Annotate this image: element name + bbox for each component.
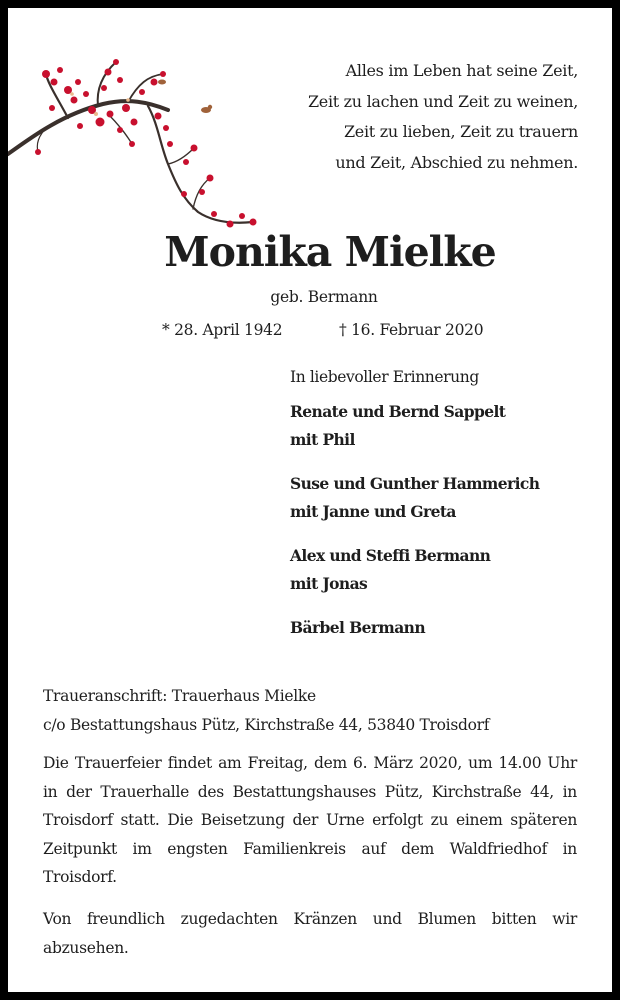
mourner-names: Bärbel Bermann — [290, 618, 426, 637]
poem-line: Zeit zu lachen und Zeit zu weinen, — [307, 91, 578, 111]
mourner-names: Suse und Gunther Hammerich — [290, 474, 540, 493]
deceased-name: Monika Mielke — [164, 228, 496, 276]
mourner-group — [290, 542, 539, 598]
mourner-names: Renate und Bernd Sappelt — [290, 402, 506, 421]
mourner-names: mit Jonas — [290, 574, 368, 593]
mourners-intro: In liebevoller Erinnerung — [290, 368, 479, 386]
mourner-names: Alex und Steffi Bermann — [290, 546, 491, 565]
mourners-list — [290, 368, 539, 658]
address-line: Traueranschrift: Trauerhaus Mielke — [43, 687, 316, 705]
ceremony-notice: Die Trauerfeier findet am Freitag, dem 6. März 2020, um 14.00 Uhr in der Trauerhalle des Bestattungshauses Pütz, Kirchstraße 44, in Troisdorf statt. Die Beisetzung der Urne erfolgt zu einem späteren Zeitpunkt im engsten Familienkreis auf dem Waldfriedhof in Troisdorf. — [43, 754, 577, 886]
mourner-names: mit Phil — [290, 430, 355, 449]
poem — [308, 56, 578, 178]
poem-line: Alles im Leben hat seine Zeit, — [345, 61, 578, 80]
death-date: † 16. Februar 2020 — [339, 321, 484, 339]
mourner-names: mit Janne und Greta — [290, 502, 456, 521]
mourner-group — [290, 398, 539, 454]
address-line: c/o Bestattungshaus Pütz, Kirchstraße 44, 53840 Troisdorf — [43, 715, 490, 734]
poem-line: Zeit zu lieben, Zeit zu trauern — [343, 122, 578, 141]
obituary-card — [8, 8, 612, 992]
plum-blossom-branch-illustration — [8, 44, 268, 244]
birth-date: * 28. April 1942 — [162, 321, 283, 339]
mourner-group — [290, 614, 539, 642]
flowers-notice: Von freundlich zugedachten Kränzen und Blumen bitten wir abzusehen. — [43, 910, 577, 957]
birth-name: geb. Bermann — [270, 288, 378, 306]
poem-line: und Zeit, Abschied zu nehmen. — [335, 152, 578, 172]
mourning-address — [43, 682, 577, 739]
mourner-group — [290, 470, 539, 526]
